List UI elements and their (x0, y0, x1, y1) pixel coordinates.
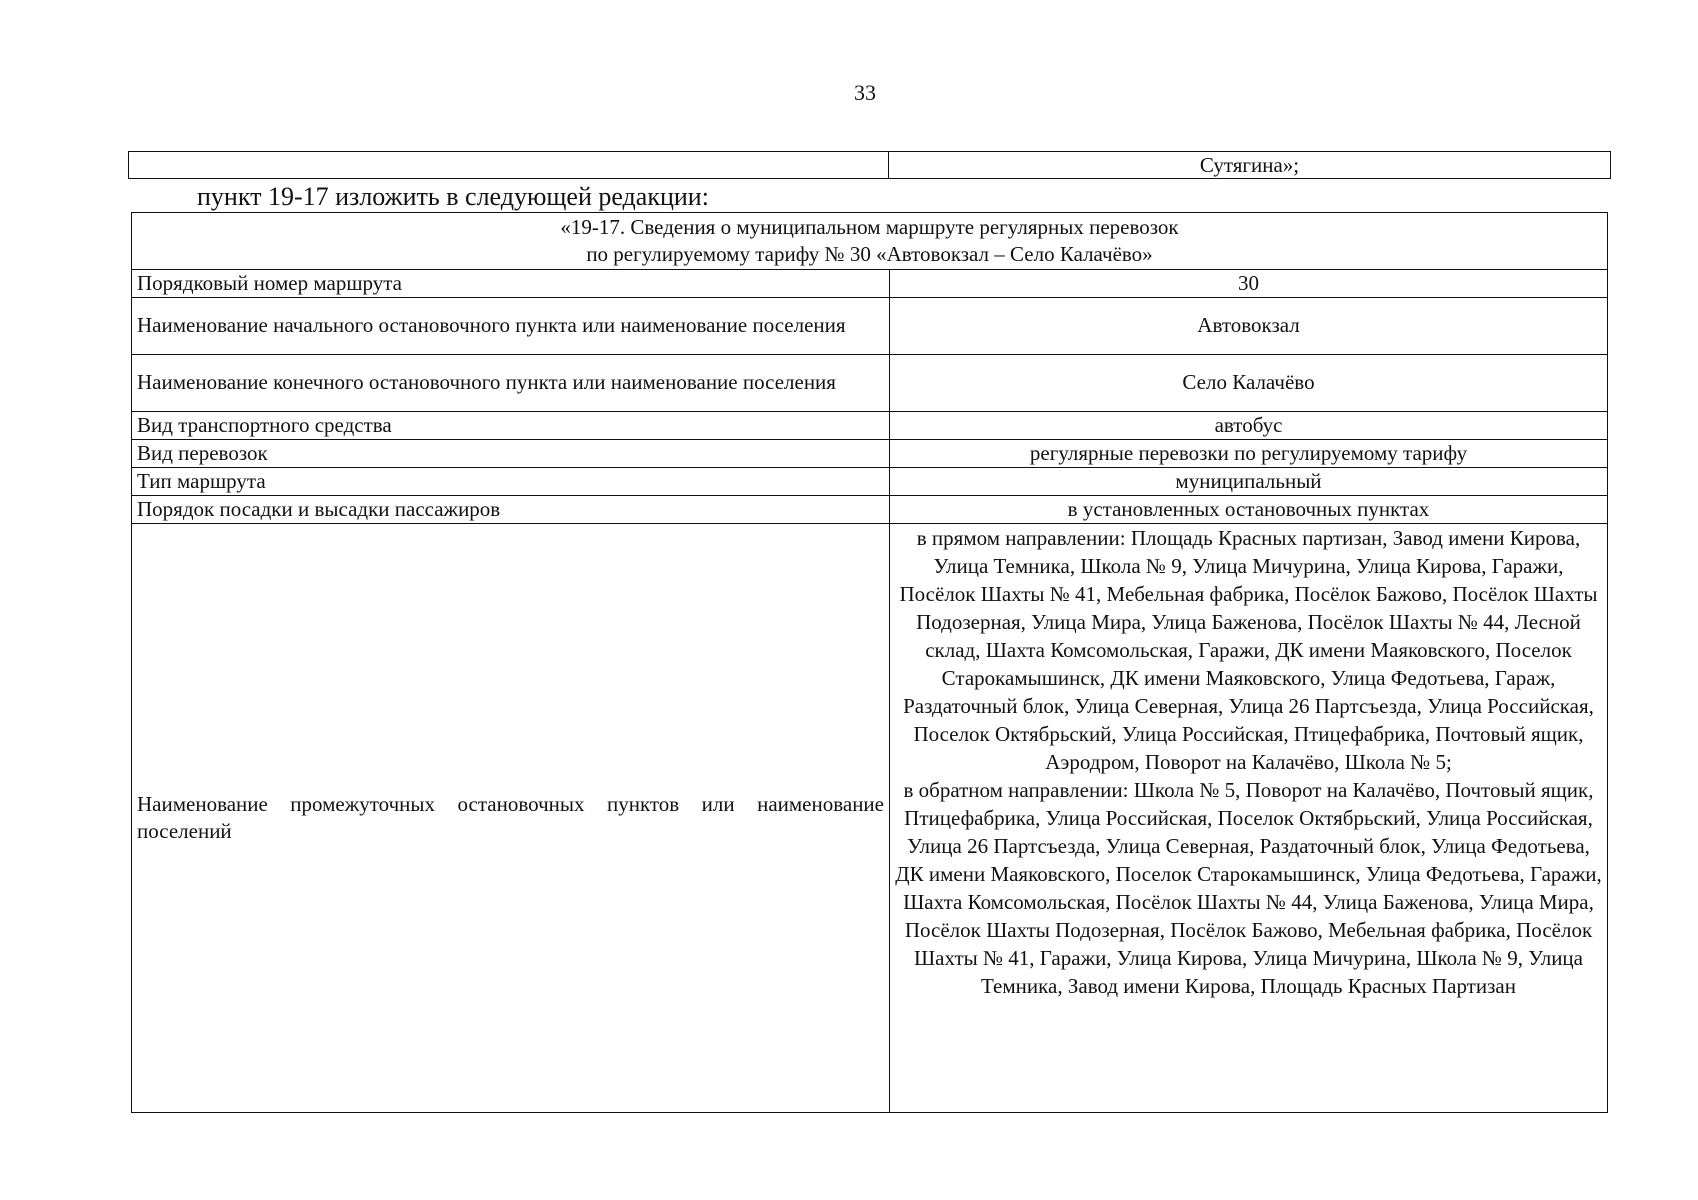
row-value: муниципальный (890, 468, 1608, 496)
table-row-end-stop (132, 355, 1608, 412)
page-number: 33 (854, 80, 876, 105)
table-row-route-number (132, 270, 1608, 298)
forward-direction-stops: в прямом направлении: Площадь Красных партизан, Завод имени Кирова, Улица Темника, Школа № 9, Улица Мичурина, Улица Кирова, Гаражи, Посёлок Шахты № 41, Мебельная фабрика, Посёлок Бажово, Посёлок Шахты Подозерная, Улица Мира, Улица Баженова, Посёлок Шахты № 44, Лесной склад, Шахта Комсомольская, Гаражи, ДК имени Маяковского, Поселок Старокамышинск, ДК имени Маяковского, Улица Федотьева, Гараж, Раздаточный блок, Улица Северная, Улица 26 Партсъезда, Улица Российская, Поселок Октябрьский, Улица Российская, Птицефабрика, Почтовый ящик, Аэродром, Поворот на Калачёво, Школа № 5; (899, 526, 1598, 774)
row-label: Порядковый номер маршрута (132, 270, 890, 298)
previous-table-fragment (128, 151, 1611, 179)
row-value: в установленных остановочных пунктах (890, 496, 1608, 524)
amendment-instruction: пункт 19-17 изложить в следующей редакции: (197, 182, 709, 211)
backward-direction-stops: в обратном направлении: Школа № 5, Поворот на Калачёво, Почтовый ящик, Птицефабрика, Улица Российская, Поселок Октябрьский, Улица Российская, Улица 26 Партсъезда, Улица Северная, Раздаточный блок, Улица Федотьева, ДК имени Маяковского, Поселок Старокамышинск, Улица Федотьева, Гаражи, Шахта Комсомольская, Посёлок Шахты № 44, Улица Баженова, Улица Мира, Посёлок Шахты Подозерная, Посёлок Бажово, Мебельная фабрика, Посёлок Шахты № 41, Гаражи, Улица Кирова, Улица Мичурина, Школа № 9, Улица Темника, Завод имени Кирова, Площадь Красных Партизан (895, 778, 1602, 998)
row-label: Вид перевозок (132, 440, 890, 468)
row-label: Тип маршрута (132, 468, 890, 496)
table-row-boarding-order (132, 496, 1608, 524)
previous-table-right-cell: Сутягина»; (889, 152, 1611, 179)
section-heading (132, 213, 1608, 270)
row-value: автобус (890, 412, 1608, 440)
section-heading-line-2: по регулируемому тарифу № 30 «Автовокзал – Село Калачёво» (586, 242, 1153, 266)
previous-table-row (129, 152, 1611, 179)
intermediate-stops-label: Наименование промежуточных остановочных пунктов или наименование поселений (132, 524, 890, 1113)
previous-table-left-cell (129, 152, 889, 179)
intermediate-stops-value (890, 524, 1608, 1113)
row-value: Село Калачёво (890, 355, 1608, 412)
row-label: Вид транспортного средства (132, 412, 890, 440)
table-row-start-stop (132, 298, 1608, 355)
row-value: Автовокзал (890, 298, 1608, 355)
section-heading-line-1: «19-17. Сведения о муниципальном маршруте регулярных перевозок (560, 215, 1179, 239)
table-row-intermediate-stops (132, 524, 1608, 1113)
row-value: регулярные перевозки по регулируемому тарифу (890, 440, 1608, 468)
table-row-vehicle-type (132, 412, 1608, 440)
row-value: 30 (890, 270, 1608, 298)
table-row-route-type (132, 468, 1608, 496)
row-label: Наименование начального остановочного пункта или наименование поселения (132, 298, 890, 355)
table-row-transport-type (132, 440, 1608, 468)
route-info-table (131, 212, 1608, 1113)
section-heading-row (132, 213, 1608, 270)
row-label: Наименование конечного остановочного пункта или наименование поселения (132, 355, 890, 412)
row-label: Порядок посадки и высадки пассажиров (132, 496, 890, 524)
